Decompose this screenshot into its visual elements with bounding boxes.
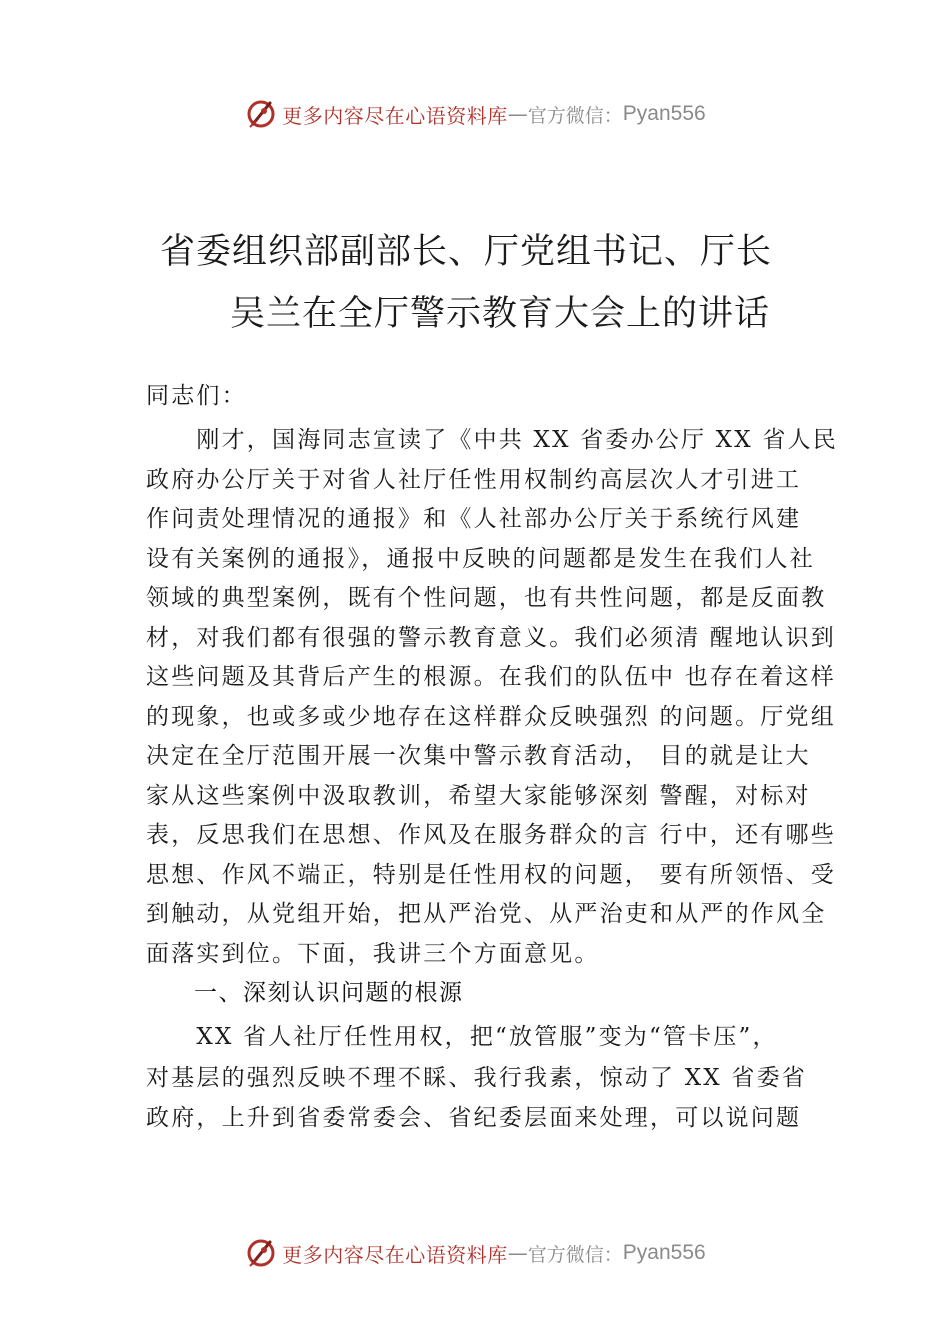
paragraph-1-line: 这些问题及其背后产生的根源。在我们的队伍中 也存在着这样 <box>146 664 836 690</box>
banner-separator: — <box>507 102 528 126</box>
paragraph-1-line: 材，对我们都有很强的警示教育意义。我们必须清 醒地认识到 <box>146 625 836 651</box>
paragraph-1-line: 的现象，也或多或少地存在这样群众反映强烈 的问题。厅党组 <box>146 704 836 730</box>
banner-text: 更多内容尽在心语资料库 <box>282 1242 508 1267</box>
top-banner <box>0 94 950 134</box>
paragraph-2-line: XX 省人社厅任性用权，把“放管服”变为“管卡压”， <box>146 1024 778 1050</box>
banner-separator: — <box>507 1241 528 1265</box>
paragraph-1-line: 决定在全厅范围开展一次集中警示教育活动， 目的就是让大 <box>146 743 811 769</box>
paragraph-1-line: 思想、作风不端正，特别是任性用权的问题， 要有所领悟、受 <box>146 862 836 888</box>
paragraph-1-line: 到触动，从党组开始，把从严治党、从严治吏和从严的作风全 <box>146 901 827 927</box>
paragraph-1-line: 表，反思我们在思想、作风及在服务群众的言 行中，还有哪些 <box>146 822 836 848</box>
paragraph-1-line: 家从这些案例中汲取教训，希望大家能够深刻 警醒，对标对 <box>146 783 811 809</box>
banner-wechat-id: Pyan556 <box>622 1241 706 1264</box>
paragraph-1-line: 面落实到位。下面，我讲三个方面意见。 <box>146 941 600 967</box>
banner-text: 更多内容尽在心语资料库 <box>282 103 508 128</box>
paragraph-1-line: 作问责处理情况的通报》和《人社部办公厅关于系统行风建 <box>146 506 802 532</box>
brush-logo-icon <box>244 1236 278 1270</box>
paragraph-1-line: 领域的典型案例，既有个性问题，也有共性问题，都是反面教 <box>146 585 827 611</box>
paragraph-1-line: 刚才，国海同志宣读了《中共 XX 省委办公厅 XX 省人民 <box>146 427 838 453</box>
paragraph-2-line: 政府，上升到省委常委会、省纪委层面来处理，可以说问题 <box>146 1105 802 1131</box>
banner-wechat-id: Pyan556 <box>622 102 706 125</box>
bottom-banner <box>0 1233 950 1273</box>
section-1-heading: 一、深刻认识问题的根源 <box>194 980 464 1006</box>
document-title-line-1: 省委组织部副部长、厅党组书记、厅长 <box>160 232 773 272</box>
brush-logo-icon <box>244 97 278 131</box>
document-title-line-2: 吴兰在全厅警示教育大会上的讲话 <box>230 294 771 334</box>
paragraph-1-line: 设有关案例的通报》，通报中反映的问题都是发生在我们人社 <box>146 546 815 572</box>
banner-wechat-label: 官方微信： <box>527 1243 623 1266</box>
banner-wechat-label: 官方微信： <box>527 104 623 127</box>
paragraph-1-line: 政府办公厅关于对省人社厅任性用权制约高层次人才引进工 <box>146 467 802 493</box>
paragraph-2-line: 对基层的强烈反映不理不睬、我行我素，惊动了 XX 省委省 <box>146 1065 807 1091</box>
greeting: 同志们： <box>146 383 247 409</box>
